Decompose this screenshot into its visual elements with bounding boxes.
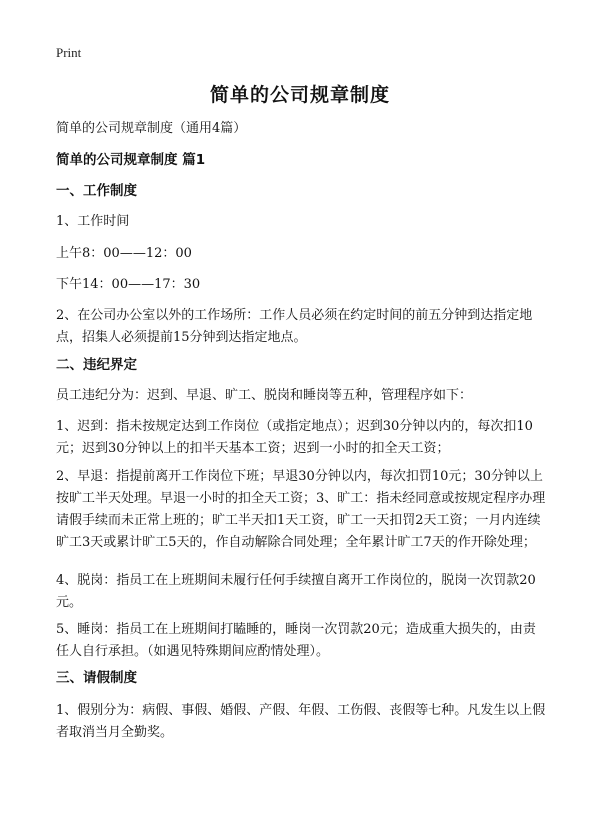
section-heading-violations: 二、违纪界定 (56, 357, 137, 373)
section-heading-work-rules: 一、工作制度 (56, 183, 137, 199)
leave-types-item: 1、假别分为：病假、事假、婚假、产假、年假、工伤假、丧假等七种。凡发生以上假者取消当月全勤奖。 (56, 703, 546, 740)
page-title: 简单的公司规章制度 (209, 84, 390, 106)
section-heading-leave: 三、请假制度 (56, 670, 137, 686)
violation-late: 1、迟到：指未按规定达到工作岗位（或指定地点）；迟到30分钟以内的，每次扣10元；迟到30分钟以上的扣半天基本工资；迟到一小时的扣全天工资； (56, 419, 533, 456)
violation-off-post: 4、脱岗：指员工在上班期间未履行任何手续擅自离开工作岗位的，脱岗一次罚款20元。 (56, 573, 536, 610)
article-heading: 简单的公司规章制度 篇1 (56, 152, 206, 168)
violations-intro: 员工违纪分为：迟到、早退、旷工、脱岗和睡岗等五种，管理程序如下： (56, 388, 473, 403)
violation-early-leave: 2、早退：指提前离开工作岗位下班；早退30分钟以内，每次扣罚10元；30分钟以上按旷工半天处理。早退一小时的扣全天工资；3、旷工：指未经同意或按规定程序办理请假手续而未正常上班的；旷工半天扣1天工资，旷工一天扣罚2天工资；一月内连续旷工3天或累计旷工5天的，作自动解除合同处理；全年累计旷工7天的作开除处理； (56, 469, 546, 550)
violation-sleeping: 5、睡岗：指员工在上班期间打瞌睡的，睡岗一次罚款20元；造成重大损失的，由责任人自行承担。（如遇见特殊期间应酌情处理）。 (56, 622, 536, 659)
afternoon-hours: 下午14：00——17：30 (56, 277, 201, 292)
work-location-item: 2、在公司办公室以外的工作场所：工作人员必须在约定时间的前五分钟到达指定地点，招集人必须提前15分钟到达指定地点。 (56, 308, 533, 345)
morning-hours: 上午8：00——12：00 (56, 246, 192, 261)
document-subtitle: 简单的公司规章制度（通用4篇） (56, 121, 247, 136)
work-hours-item: 1、工作时间 (56, 214, 130, 229)
print-link[interactable]: Print (56, 45, 82, 60)
